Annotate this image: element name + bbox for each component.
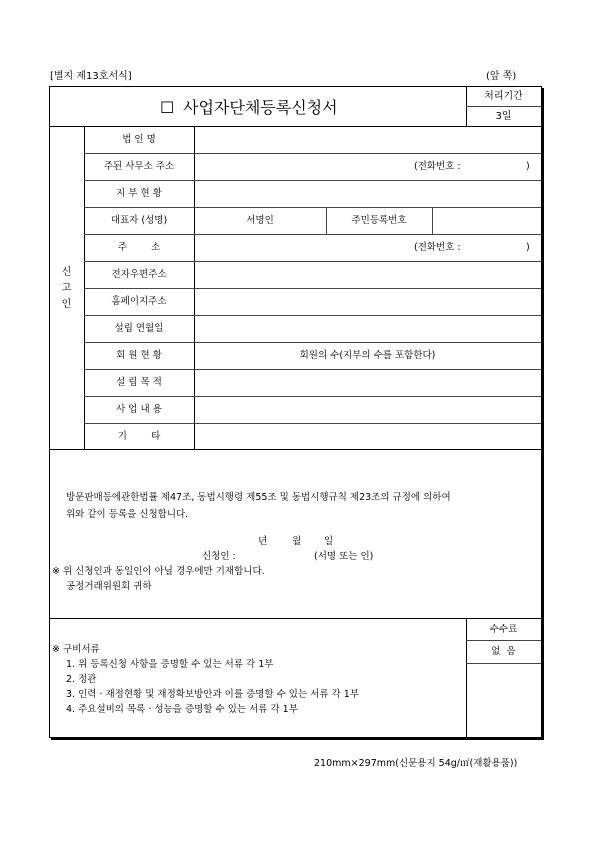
representative-sign: 서명인 xyxy=(246,215,274,226)
applicant-sign-note: (서명 또는 인) xyxy=(314,551,374,562)
page-side: (앞 쪽) xyxy=(486,71,517,82)
document-item-1: 1. 위 등록신청 사항을 증명할 수 있는 서류 각 1부 xyxy=(66,659,274,670)
document-item-2: 2. 정관 xyxy=(66,674,97,685)
row-label-business: 사 업 내 용 xyxy=(116,404,162,415)
members-note: 회원의 수(지부의 수를 포함한다) xyxy=(299,350,436,361)
row-label-representative: 대표자 (성명) xyxy=(110,215,168,226)
row-label-email: 전자우편주소 xyxy=(111,269,167,280)
fee-divider xyxy=(466,618,467,738)
applicant-label-1: 신 xyxy=(61,267,72,278)
date-month: 월 xyxy=(292,536,302,547)
row-label-address: 주 소 xyxy=(117,242,161,253)
frame-shadow-bottom xyxy=(51,738,544,740)
paper-spec: 210mm×297mm(신문용지 54g/㎡(재활용품)) xyxy=(314,758,518,769)
processing-value: 3일 xyxy=(495,111,512,122)
row-label-homepage: 홈페이지주소 xyxy=(111,296,167,307)
applicant-sign-label: 신청인 : xyxy=(202,551,236,562)
address-phone-label: (전화번호 : xyxy=(414,242,461,253)
processing-label: 처리기간 xyxy=(484,91,523,102)
applicant-note: ※ 위 신청인과 동일인이 아닐 경우에만 기재합니다. xyxy=(52,566,265,577)
row-label-purpose: 설 립 목 적 xyxy=(116,377,162,388)
documents-heading: ※ 구비서류 xyxy=(52,644,100,655)
statement-line-1: 방문판매등에관한법률 제47조, 동법시행령 제55조 및 동법시행규칙 제23조의 규정에 의하여 xyxy=(66,492,451,503)
row-label-established: 설립 연월일 xyxy=(114,323,164,334)
date-day: 일 xyxy=(324,536,334,547)
form-number: [별지 제13호서식] xyxy=(50,71,132,82)
address-phone-close: ) xyxy=(526,242,530,253)
frame-shadow-right xyxy=(542,88,544,740)
form-title: 사업자단체등록신청서 xyxy=(183,98,338,117)
applicant-label-3: 인 xyxy=(61,299,72,310)
document-item-4: 4. 주요설비의 목록 · 성능을 증명할 수 있는 서류 각 1부 xyxy=(66,704,298,715)
row-label-other: 기 타 xyxy=(117,431,161,442)
fee-label: 수수료 xyxy=(489,624,518,635)
date-year: 년 xyxy=(258,536,268,547)
row-label-main-office: 주된 사무소 주소 xyxy=(103,161,175,172)
fee-value: 없 음 xyxy=(491,646,516,657)
title-checkbox: ☐ xyxy=(160,98,175,117)
row-label-branches: 지 부 현 황 xyxy=(116,188,162,199)
row-label-corp-name: 법 인 명 xyxy=(122,134,156,145)
document-item-3: 3. 인력 · 재정현황 및 재정확보방안과 이를 증명할 수 있는 서류 각 1부 xyxy=(66,689,359,700)
statement-line-2: 위와 같이 등록을 신청합니다. xyxy=(66,509,189,520)
applicant-label-2: 고 xyxy=(61,283,72,294)
main-office-phone-close: ) xyxy=(526,161,530,172)
representative-rrn-label: 주민등록번호 xyxy=(351,215,407,226)
row-label-members: 회 원 현 황 xyxy=(116,350,162,361)
main-office-phone-label: (전화번호 : xyxy=(414,161,461,172)
recipient: 공정거래위원회 귀하 xyxy=(66,581,152,592)
